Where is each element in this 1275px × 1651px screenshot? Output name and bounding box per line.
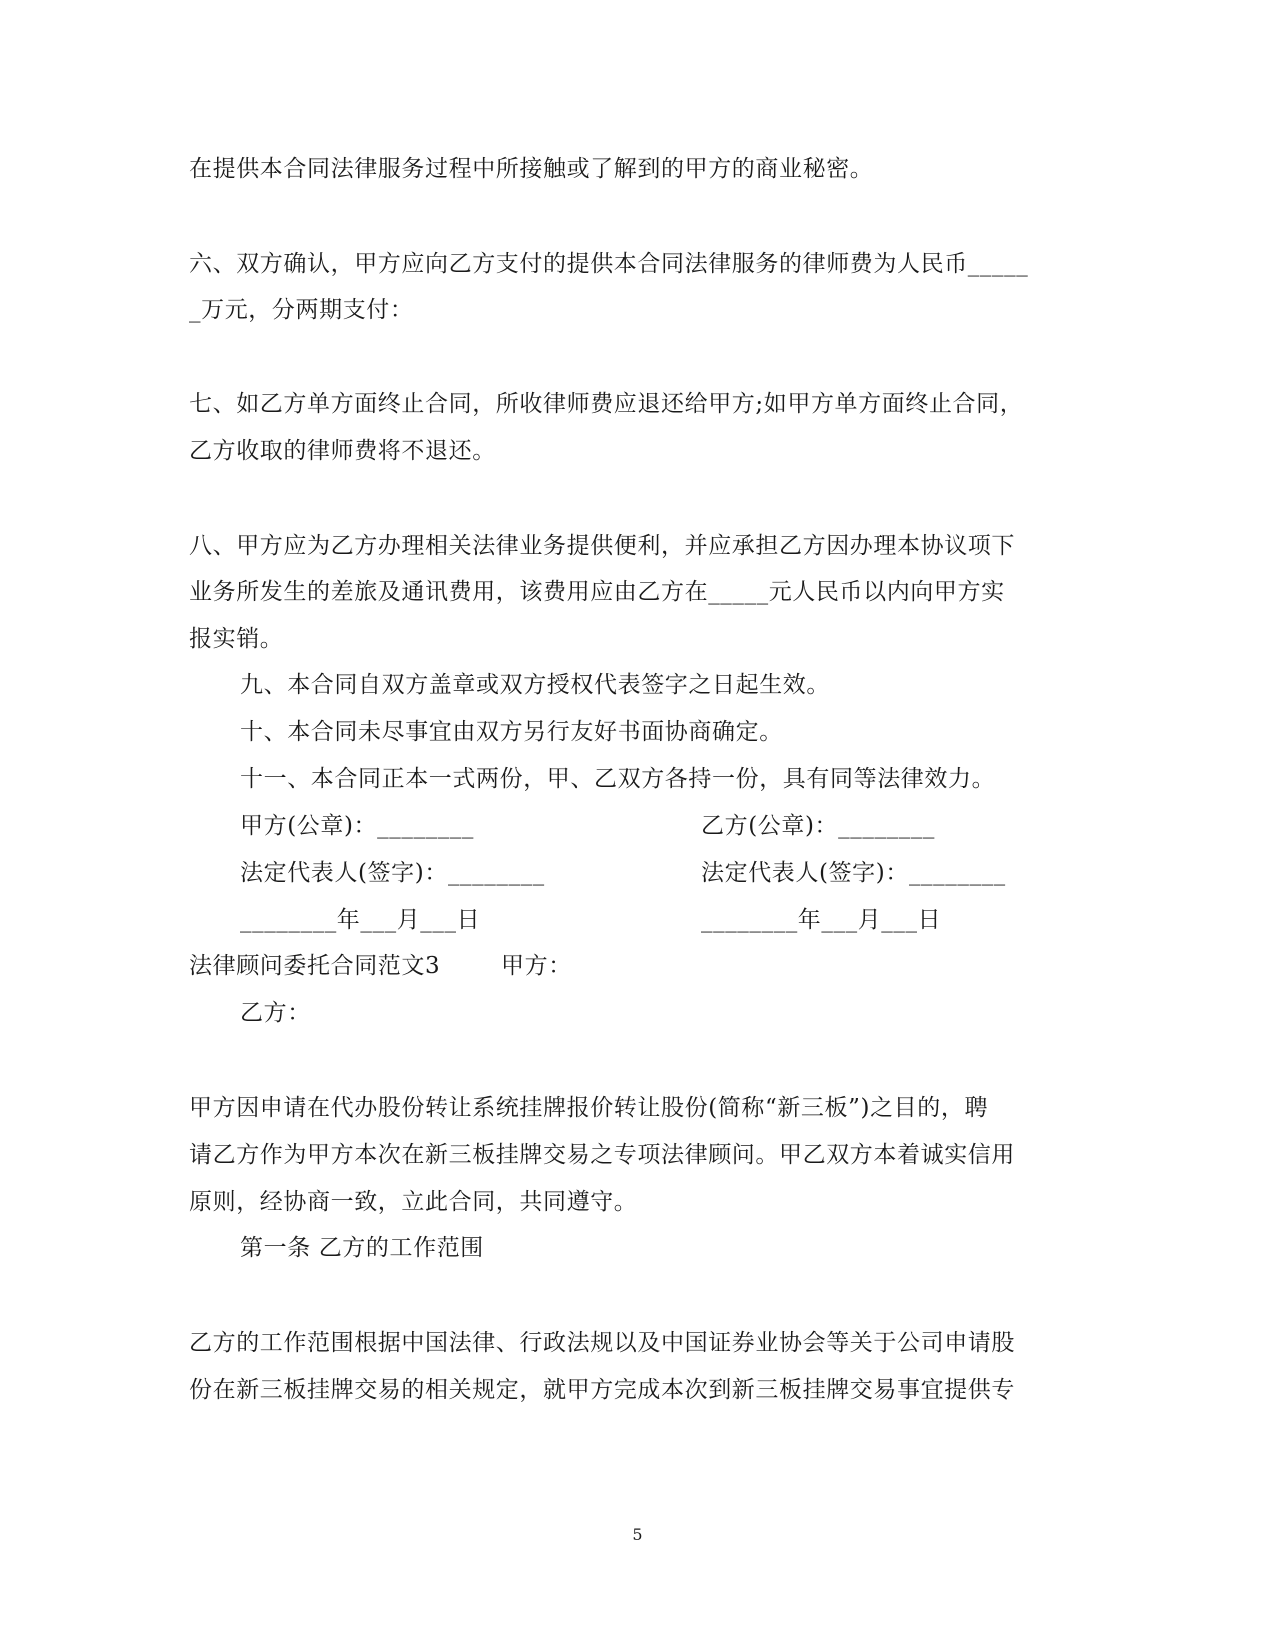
section-heading: 法律顾问委托合同范文3 bbox=[189, 953, 441, 979]
paragraph-line: 六、双方确认，甲方应向乙方支付的提供本合同法律服务的律师费为人民币_____ bbox=[189, 251, 1029, 277]
party-a-label: 甲方： bbox=[501, 953, 572, 979]
party-b-representative: 法定代表人(签字)：________ bbox=[701, 860, 1006, 886]
article-body-line: 份在新三板挂牌交易的相关规定，就甲方完成本次到新三板挂牌交易事宜提供专 bbox=[189, 1377, 1015, 1403]
paragraph-line: 业务所发生的差旅及通讯费用，该费用应由乙方在_____元人民币以内向甲方实 bbox=[189, 579, 1005, 605]
intro-line: 请乙方作为甲方本次在新三板挂牌交易之专项法律顾问。甲乙双方本着诚实信用 bbox=[189, 1142, 1015, 1168]
paragraph-line: _万元，分两期支付： bbox=[189, 297, 414, 323]
party-a-seal: 甲方(公章)：________ bbox=[240, 813, 474, 839]
article-body-line: 乙方的工作范围根据中国法律、行政法规以及中国证券业协会等关于公司申请股 bbox=[189, 1330, 1015, 1356]
paragraph-line: 九、本合同自双方盖章或双方授权代表签字之日起生效。 bbox=[240, 672, 830, 698]
party-b-label: 乙方： bbox=[240, 1000, 311, 1026]
paragraph-line: 十一、本合同正本一式两份，甲、乙双方各持一份，具有同等法律效力。 bbox=[240, 766, 996, 792]
article-title: 第一条 乙方的工作范围 bbox=[240, 1235, 484, 1261]
paragraph-line: 报实销。 bbox=[189, 626, 284, 652]
intro-line: 原则，经协商一致，立此合同，共同遵守。 bbox=[189, 1189, 638, 1215]
paragraph-line: 在提供本合同法律服务过程中所接触或了解到的甲方的商业秘密。 bbox=[189, 156, 874, 182]
party-b-date: ________年___月___日 bbox=[701, 907, 942, 933]
paragraph-line: 十、本合同未尽事宜由双方另行友好书面协商确定。 bbox=[240, 719, 783, 745]
paragraph-line: 七、如乙方单方面终止合同，所收律师费应退还给甲方;如甲方单方面终止合同， bbox=[189, 391, 1024, 417]
party-a-date: ________年___月___日 bbox=[240, 907, 481, 933]
party-a-representative: 法定代表人(签字)：________ bbox=[240, 860, 545, 886]
paragraph-line: 乙方收取的律师费将不退还。 bbox=[189, 438, 496, 464]
paragraph-line: 八、甲方应为乙方办理相关法律业务提供便利，并应承担乙方因办理本协议项下 bbox=[189, 533, 1015, 559]
intro-line: 甲方因申请在代办股份转让系统挂牌报价转让股份(简称“新三板”)之目的，聘 bbox=[189, 1095, 989, 1121]
party-b-seal: 乙方(公章)：________ bbox=[701, 813, 935, 839]
page-number: 5 bbox=[632, 1525, 643, 1544]
